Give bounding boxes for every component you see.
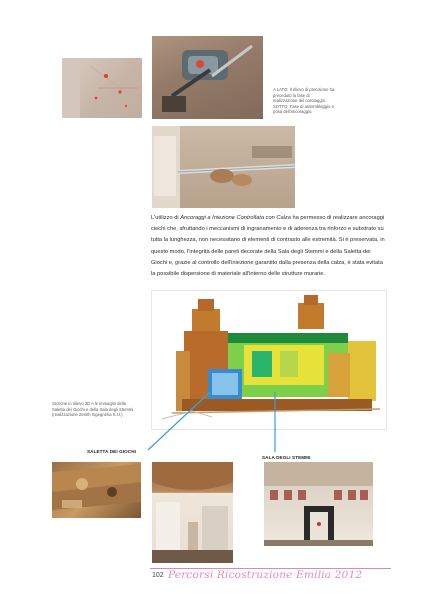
page-number: 102: [152, 572, 164, 579]
footer-publication-title: Percorsi Ricostruzione Emilia 2012: [168, 569, 363, 581]
sala-stemmi-photo: [264, 462, 373, 546]
drilling-photo: [152, 36, 263, 119]
body-text-start: L'utilizzo di: [151, 215, 181, 221]
top-right-caption: A LATO: Il rilievo di precisione ha preceduto la fase di realizzazione del carotaggio. SOTTO: Fase di assemblaggio e posa dell'ancoraggio.: [273, 87, 335, 115]
label-sala-degli-stemmi: SALA DEGLI STEMMI: [262, 455, 311, 460]
scan-caption: Sezione in rilievo 3D e le immagini della Saletta dei Giochi e della Sala degli Stemmi (realizzazione Zenith Ingegneria S.r.l.): [52, 401, 134, 418]
castle-3d-scan: [151, 290, 387, 430]
label-saletta-dei-giochi: SALETTA DEI GIOCHI: [87, 449, 137, 454]
saletta-room-photo: [152, 462, 233, 563]
anchor-insertion-photo: [152, 126, 295, 208]
body-paragraph: [151, 213, 388, 280]
laser-survey-photo: [62, 58, 142, 118]
saletta-ceiling-photo: [52, 462, 141, 518]
body-text-rest: ha permesso di realizzare ancoraggi ciechi che, sfruttando i meccanismi di ingranamento e di aderenza tra rinforzo e substrato su tutta la lunghezza, non necessitano di elementi di contrasto alle estremità. Si è preservata, in questo modo, l'integrità delle pareti decorate della Sala degli Stemmi e della Saletta dei Giochi e, grazie al controllo dell'iniezione garantito dalla presenza della calza, è stata evitata la possibile dispersione di materiale all'interno delle strutture murarie.: [151, 215, 385, 278]
body-text-italic: Ancoraggi a Iniezione Controllata con Calza: [180, 215, 291, 221]
